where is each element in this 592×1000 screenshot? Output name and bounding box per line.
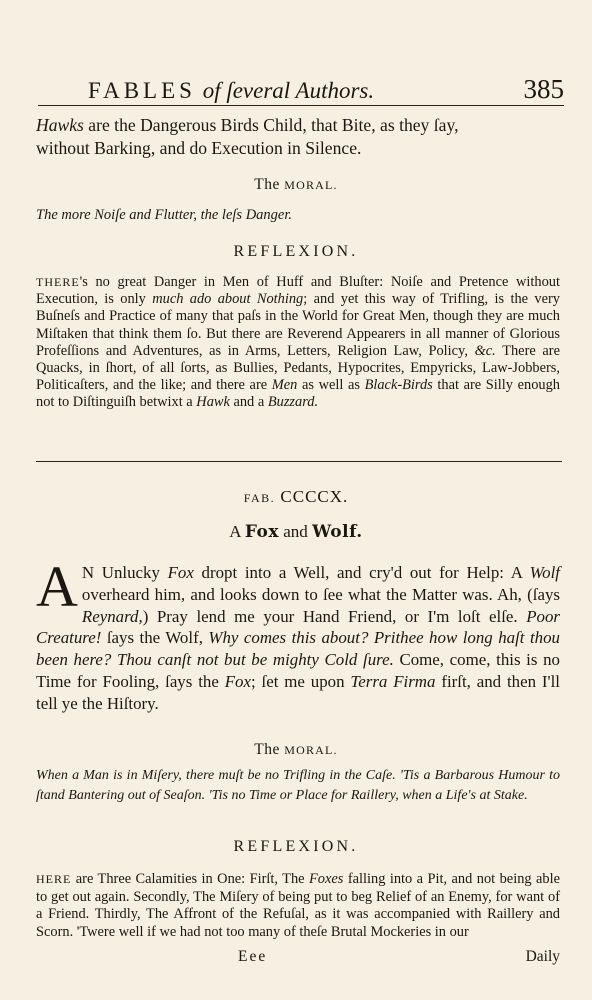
catchword: Daily	[525, 948, 560, 965]
passage-line-1: are the Dangerous Birds Child, that Bite, as they ſay,	[83, 115, 459, 135]
fable-title: A Fox and Wolf.	[229, 522, 363, 542]
reflexion-1-block	[36, 274, 560, 412]
page-footer	[36, 948, 560, 968]
fable-number	[0, 487, 592, 507]
moral-2-text: When a Man is in Miſery, there muſt be no Trifling in the Caſe. 'Tis a Barbarous Humour to ſtand Bantering out of Seaſon. 'Tis no Time or Place for Raillery, when a Life's at Stake.	[36, 768, 560, 803]
running-head-italic: of ſeveral Authors.	[202, 78, 375, 103]
reflexion-1-text: THERE's no great Danger in Men of Huff and Bluſter: Noiſe and Pretence without Execution, is only much ado about Nothing; and yet this way of Trifling, is the very Buſneſs and Practice of many that paſs in the World for Great Men, though they are much Miſtaken that think them ſo. But there are Reverend Appearers in all manner of Glorious Profeſſions and Adventures, as in Arms, Letters, Religion Law, Policy, &c. There are Quacks, in ſhort, of all ſorts, as Bullies, Pedants, Hypocrites, Empyricks, Law-Jobbers, Politicaſters, and the like; and there are Men as well as Black-Birds that are Silly enough not to Diſtinguiſh betwixt a Hawk and a Buzzard.	[36, 274, 560, 411]
moral-1-text-block	[36, 207, 560, 224]
reflexion-2-block	[36, 871, 560, 941]
reflexion-heading-2: REFLEXION.	[233, 838, 359, 855]
signature-mark: Eee	[238, 948, 268, 965]
fable-text: A N Unlucky Fox dropt into a Well, and cry'd out for Help: A Wolf overheard him, and looks down to ſee what the Matter was. Ah, (ſays Reynard,) Pray lend me your Hand Friend, or I'm loſt elſe. Poor Creature! ſays the Wolf, Why comes this about? Prithee how long haſt thou been here? Thou canſt not but be mighty Cold ſure. Come, come, this is no Time for Fooling, ſays the Fox; ſet me upon Terra Firma firſt, and then I'll tell ye the Hiſtory.	[36, 554, 560, 713]
reflexion-heading-1: REFLEXION.	[233, 243, 359, 260]
moral-heading-1	[0, 176, 592, 194]
running-head	[88, 78, 374, 104]
title-wolf: Wolf.	[312, 522, 363, 542]
title-fox: Fox	[244, 522, 280, 542]
header-rule	[38, 105, 564, 106]
moral-heading-1-the: The	[254, 176, 285, 193]
moral-heading-2: The MORAL.	[254, 741, 338, 758]
moral-1-text: The more Noiſe and Flutter, the leſs Danger.	[36, 207, 293, 223]
drop-cap: A	[36, 554, 78, 619]
fable-body	[36, 554, 560, 715]
moral-heading-1-moral: MORAL.	[284, 178, 338, 192]
fable-roman-numeral: CCCCX.	[280, 487, 349, 506]
passage-line-2: without Barking, and do Execution in Silence.	[36, 138, 362, 158]
continued-passage	[36, 114, 560, 160]
reflexion-2-text: HERE are Three Calamities in One: Firſt, The Foxes falling into a Pit, and not being able to get out again. Secondly, The Miſery of being put to beg Relief of an Enemy, for want of a Friend. Thirdly, The Affront of the Refuſal, as it was accompanied with Raillery and Scorn. 'Twere well if we had not too many of theſe Brutal Mockeries in our	[36, 871, 560, 940]
word-hawks: Hawks	[36, 115, 84, 135]
fable-prefix: FAB.	[243, 491, 276, 505]
section-divider	[36, 461, 562, 462]
reflexion-1-first-word: THERE	[36, 275, 80, 289]
running-head-caps: FABLES	[88, 78, 196, 103]
page-number: 385	[523, 74, 564, 104]
page-header	[38, 72, 564, 108]
moral-2-block	[36, 766, 560, 806]
